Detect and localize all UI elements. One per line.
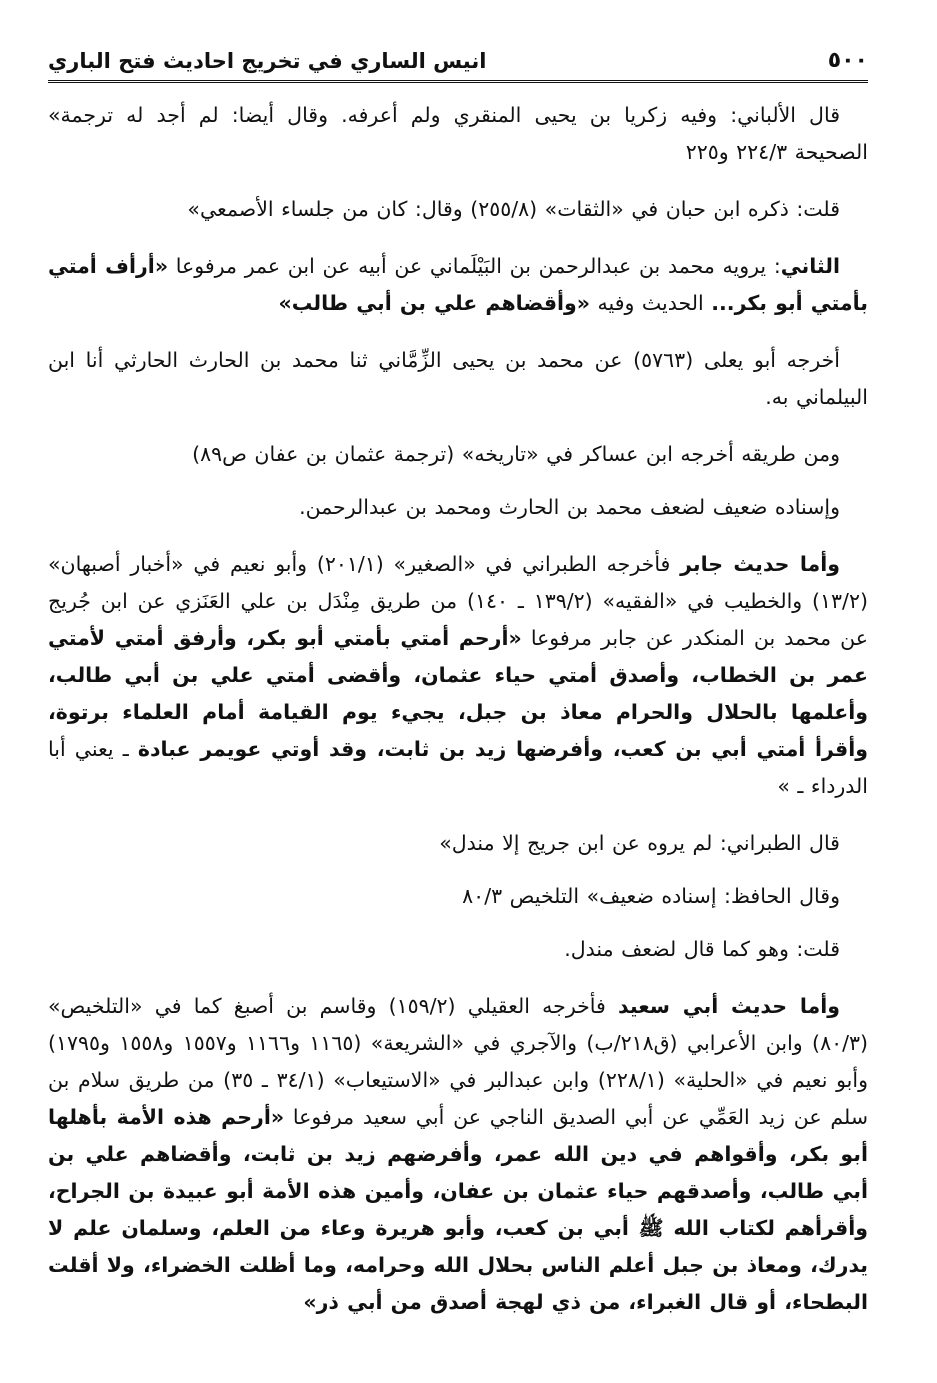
paragraph-jabir-hadith xyxy=(48,546,868,805)
text-segment: قال الطبراني: لم يروه عن ابن جريج إلا مندل» xyxy=(439,831,840,855)
text-segment: فأخرجه العقيلي (١٥٩/٢) وقاسم بن أصبغ كما في «التلخيص» (٨٠/٣) وابن الأعرابي (ق٢١٨/ب) والآجري في «الشريعة» (١١٦٥ و١١٦٦ و١٥٥٧ و١٥٥٨ و١٧٩٥) وأبو نعيم في «الحلية» (٢٢٨/١) وابن عبدالبر في «الاستيعاب» (٣٤/١ ـ ٣٥) من طريق سلام بن سلم عن زيد العَمِّي عن أبي الصديق الناجي عن أبي سعيد مرفوعا xyxy=(48,994,869,1129)
paragraph-abu-said-hadith xyxy=(48,988,868,1321)
page-number: ٥٠٠ xyxy=(827,48,868,73)
paragraph-albani-note xyxy=(48,97,868,171)
paragraph-ibn-hibban xyxy=(48,191,868,228)
hadith-quote: «أرأف أمتي بأمتي أبو بكر... xyxy=(48,254,868,315)
heading-segment: وأما حديث أبي سعيد xyxy=(618,994,840,1018)
text-segment: وقال الحافظ: إسناده ضعيف» التلخيص ٨٠/٣ xyxy=(462,884,840,908)
paragraph-second-narration xyxy=(48,248,868,322)
text-segment: فأخرجه الطبراني في «الصغير» (٢٠١/١) وأبو نعيم في «أخبار أصبهان» (١٣/٢) والخطيب في «الفقيه» (١٣٩/٢ ـ ١٤٠) من طريق مِنْدَل بن علي العَنَزي عن ابن جُريج عن محمد بن المنكدر عن جابر مرفوعا xyxy=(48,552,868,650)
paragraph-hafiz-note xyxy=(48,878,868,915)
text-segment: وإسناده ضعيف لضعف محمد بن الحارث ومحمد بن عبدالرحمن. xyxy=(299,495,840,519)
paragraph-abu-yala xyxy=(48,342,868,416)
text-segment: ـ يعني أبا الدرداء ـ » xyxy=(48,737,868,798)
text-segment: قال الألباني: وفيه زكريا بن يحيى المنقري ولم أعرفه. وقال أيضا: لم أجد له ترجمة» الصحيحة ٢٢٤/٣ و٢٢٥ xyxy=(48,103,868,164)
text-segment: أخرجه أبو يعلى (٥٧٦٣) عن محمد بن يحيى الزِّمَّاني ثنا محمد بن الحارث الحارثي أنا ابن البيلماني به. xyxy=(48,348,868,409)
book-page xyxy=(48,30,868,1360)
paragraph-ibn-asakir xyxy=(48,436,868,473)
paragraph-author-note xyxy=(48,931,868,968)
hadith-quote: «وأقضاهم علي بن أبي طالب» xyxy=(278,291,591,315)
text-segment: ومن طريقه أخرجه ابن عساكر في «تاريخه» (ترجمة عثمان بن عفان ص٨٩) xyxy=(192,442,840,466)
text-segment: قلت: ذكره ابن حبان في «الثقات» (٢٥٥/٨) وقال: كان من جلساء الأصمعي» xyxy=(187,197,840,221)
paragraph-isnad-weak xyxy=(48,489,868,526)
heading-segment: الثاني xyxy=(780,254,840,278)
text-segment: : يرويه محمد بن عبدالرحمن بن البَيْلَماني عن أبيه عن ابن عمر مرفوعا xyxy=(168,254,781,278)
hadith-quote: «أرحم أمتي بأمتي أبو بكر، وأرفق أمتي لأمتي عمر بن الخطاب، وأصدق أمتي حياء عثمان، وأقضى أمتي علي بن أبي طالب، وأعلمها بالحلال والحرام معاذ بن جبل، يجيء يوم القيامة أمام العلماء برتوة، وأقرأ أمتي أبي بن كعب، وأفرضها زيد بن ثابت، وقد أوتي عويمر عبادة xyxy=(48,626,869,761)
heading-segment: وأما حديث جابر xyxy=(680,552,840,576)
text-segment: قلت: وهو كما قال لضعف مندل. xyxy=(564,937,840,961)
hadith-quote: «أرحم هذه الأمة بأهلها أبو بكر، وأقواهم في دين الله عمر، وأفرضهم زيد بن ثابت، وأقضاهم علي بن أبي طالب، وأصدقهم حياء عثمان بن عفان، وأمين هذه الأمة أبو عبيدة بن الجراح، وأقرأهم لكتاب الله ﷺ أبي بن كعب، وأبو هريرة وعاء من العلم، وسلمان علم لا يدرك، ومعاذ بن جبل أعلم الناس بحلال الله وحرامه، وما أظلت الخضراء، ولا أقلت البطحاء، أو قال الغبراء، من ذي لهجة أصدق من أبي ذر» xyxy=(48,1105,868,1314)
page-body xyxy=(48,97,868,1321)
page-header xyxy=(48,30,868,83)
text-segment: الحديث وفيه xyxy=(590,291,712,315)
paragraph-tabarani-note xyxy=(48,825,868,862)
running-title: انيس الساري في تخريج احاديث فتح الباري xyxy=(48,49,487,73)
